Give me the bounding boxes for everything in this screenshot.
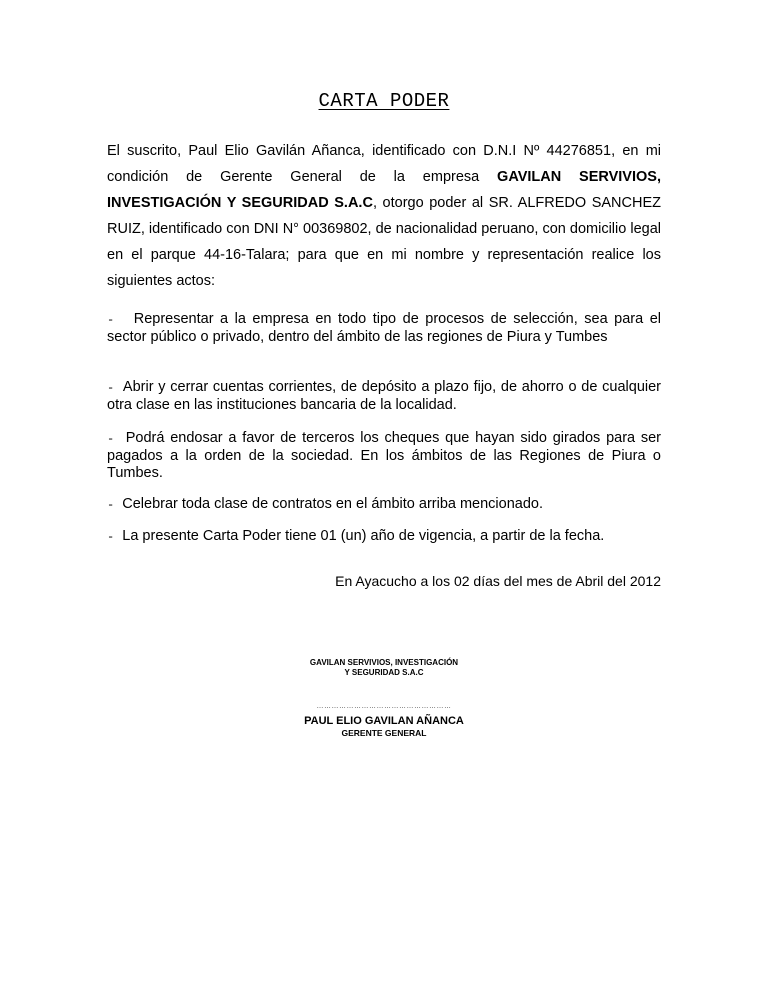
intro-paragraph bbox=[107, 138, 661, 294]
signature-company-line1: GAVILAN SERVIVIOS, INVESTIGACIÓN bbox=[309, 658, 459, 667]
intro-text-part2: , otorgo poder al SR. ALFREDO SANCHEZ RUIZ, identificado con DNI N° 00369802, de nacionalidad peruano, con domicilio legal en el parque 44-16-Talara; para que en mi nombre y representación realice los siguientes actos: bbox=[107, 195, 662, 289]
list-item bbox=[107, 379, 661, 414]
list-item bbox=[107, 496, 661, 514]
date-line: En Ayacucho a los 02 días del mes de Abril del 2012 bbox=[335, 573, 661, 589]
signature-line: ……………………………………………… bbox=[316, 703, 452, 710]
signature-company-line2: Y SEGURIDAD S.A.C bbox=[344, 668, 424, 677]
signer-role: GERENTE GENERAL bbox=[341, 728, 427, 738]
list-item-text: Representar a la empresa en todo tipo de procesos de selección, sea para el sector público o privado, dentro del ámbito de las regiones de Piura y Tumbes bbox=[107, 311, 661, 345]
list-item bbox=[107, 311, 661, 346]
dash-bullet: - bbox=[107, 381, 115, 395]
list-item-text: Celebrar toda clase de contratos en el ámbito arriba mencionado. bbox=[122, 496, 544, 512]
dash-bullet: - bbox=[107, 530, 115, 544]
list-item-text: Podrá endosar a favor de terceros los cheques que hayan sido girados para ser pagados a la orden de la sociedad. En los ámbitos de las Regiones de Piura o Tumbes. bbox=[107, 430, 661, 481]
signature-company bbox=[0, 658, 768, 678]
company-name-bold: GAVILAN SERVIVIOS, INVESTIGACIÓN Y SEGURIDAD S.A.C bbox=[107, 169, 661, 211]
intro-text-part1: El suscrito, Paul Elio Gavilán Añanca, identificado con D.N.I Nº 44276851, en mi condición de Gerente General de la empresa bbox=[107, 143, 661, 185]
dash-bullet: - bbox=[107, 498, 115, 512]
list-item bbox=[107, 528, 661, 546]
document-title: CARTA PODER bbox=[318, 90, 450, 112]
list-item-text: La presente Carta Poder tiene 01 (un) año de vigencia, a partir de la fecha. bbox=[122, 528, 605, 544]
dash-bullet: - bbox=[107, 432, 115, 446]
list-item-text: Abrir y cerrar cuentas corrientes, de depósito a plazo fijo, de ahorro o de cualquier otra clase en las instituciones bancaria de la localidad. bbox=[107, 379, 661, 413]
signer-name: PAUL ELIO GAVILAN AÑANCA bbox=[304, 715, 464, 727]
dash-bullet: - bbox=[107, 313, 115, 327]
list-item bbox=[107, 430, 661, 482]
